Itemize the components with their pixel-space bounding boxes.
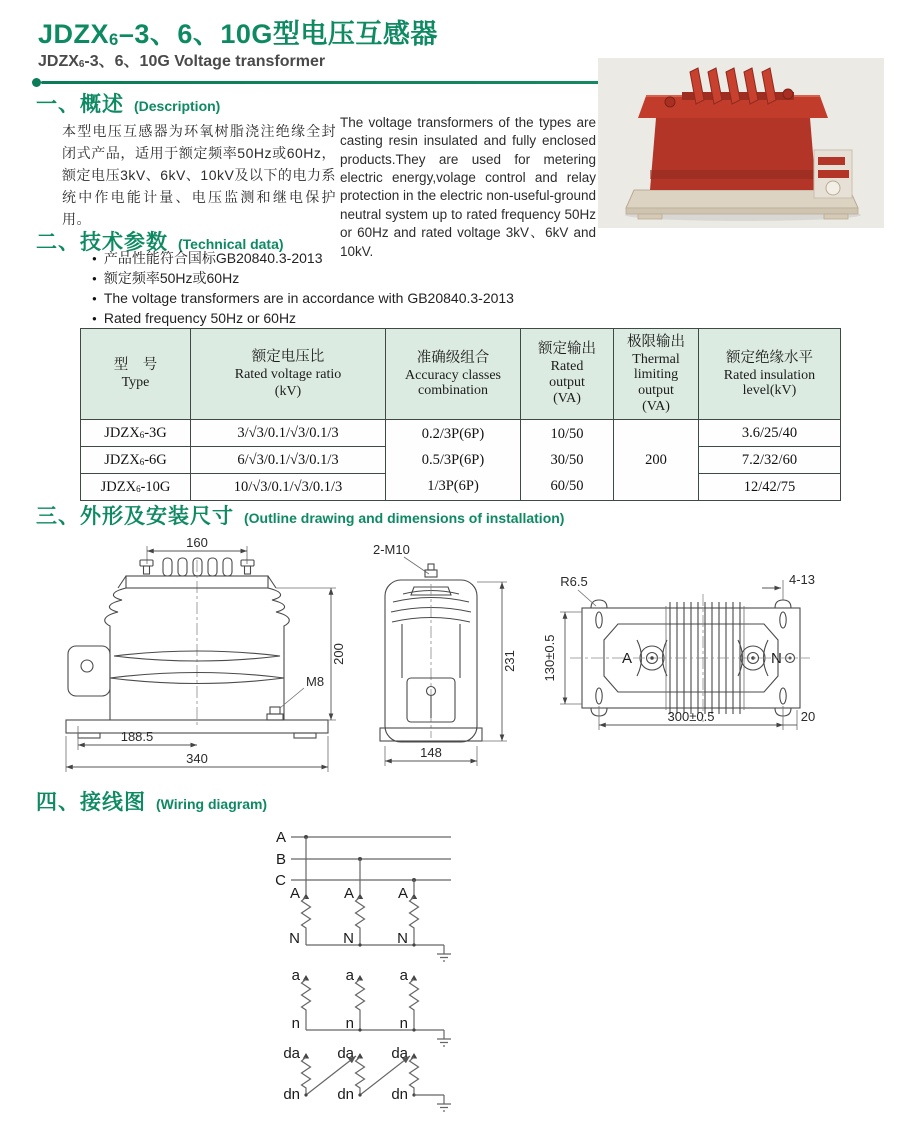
header-type: 型 号 Type [81, 329, 191, 420]
tertiary-bottom-label: dn [391, 1086, 408, 1103]
cell-type: JDZX6-3G [81, 420, 191, 447]
section3-heading [36, 500, 564, 530]
top-holes-label: 4-13 [788, 572, 816, 587]
ground-icon [437, 1039, 451, 1046]
section4-title-zh: 四、接线图 [36, 791, 146, 814]
terminal-block [814, 150, 852, 198]
bus-label-a: A [275, 829, 286, 846]
front-dim-width-top: 160 [186, 535, 208, 550]
section1-title-zh: 一、概述 [36, 93, 124, 116]
bullet-item: ● 产品性能符合国标GB20840.3-2013 [92, 250, 514, 267]
section4-title-en: (Wiring diagram) [156, 796, 268, 812]
primary-bottom-label: N [289, 930, 300, 947]
cell-rated-output-merged: 10/50 30/50 60/50 [521, 420, 614, 501]
cell-insulation: 7.2/32/60 [699, 447, 841, 474]
section1-heading [36, 88, 220, 118]
divider-dot-icon [32, 78, 41, 87]
table-row [81, 420, 841, 447]
header-rated-output: 额定输出 Rated output (VA) [521, 329, 614, 420]
section1-title-en: (Description) [134, 98, 221, 114]
header-rated-insulation-level: 额定绝缘水平 Rated insulation level(kV) [699, 329, 841, 420]
header-accuracy-classes: 准确级组合 Accuracy classes combination [386, 329, 521, 420]
tertiary-top-label: da [337, 1045, 354, 1062]
secondary-bottom-label: n [399, 1015, 408, 1032]
cell-insulation: 3.6/25/40 [699, 420, 841, 447]
tertiary-top-label: da [391, 1045, 408, 1062]
secondary-top-label: a [399, 967, 408, 984]
secondary-bottom-label: n [345, 1015, 354, 1032]
top-terminal-n-label: N [771, 650, 782, 667]
cell-ratio: 3/√3/0.1/√3/0.1/3 [191, 420, 386, 447]
tertiary-bottom-label: dn [283, 1086, 300, 1103]
outline-drawings [40, 530, 880, 780]
tertiary-bottom-label: dn [337, 1086, 354, 1103]
page-subtitle: JDZX6-3、6、10G Voltage transformer [38, 53, 326, 71]
cell-insulation: 12/42/75 [699, 474, 841, 501]
section4-heading [36, 786, 267, 816]
front-bolt-label: M8 [306, 674, 325, 689]
table-header-row [81, 329, 841, 420]
transformer-body [638, 89, 828, 190]
secondary-bottom-label: n [291, 1015, 300, 1032]
secondary-top-label: a [345, 967, 354, 984]
cell-accuracy-merged: 0.2/3P(6P) 0.5/3P(6P) 1/3P(6P) [386, 420, 521, 501]
page-title: JDZX6–3、6、10G型电压互感器 [38, 19, 438, 49]
bus-label-c: C [275, 872, 286, 889]
side-bolt-label: 2-M10 [373, 542, 410, 557]
subtitle-subscript: 6 [78, 59, 85, 71]
front-view-drawing [66, 535, 346, 772]
primary-top-label: A [343, 885, 354, 902]
bullet-item: ● The voltage transformers are in accordance with GB20840.3-2013 [92, 290, 514, 307]
front-dim-width-total: 340 [186, 751, 208, 766]
header-rated-voltage-ratio: 额定电压比 Rated voltage ratio (kV) [191, 329, 386, 420]
side-dim-height: 231 [502, 650, 517, 672]
tertiary-windings [283, 1045, 451, 1111]
primary-top-label: A [397, 885, 408, 902]
top-dim-height: 130±0.5 [542, 634, 557, 682]
primary-top-label: A [289, 885, 300, 902]
primary-bottom-label: N [397, 930, 408, 947]
section2-title-en: (Technical data) [178, 236, 284, 252]
side-dim-width: 148 [420, 745, 442, 760]
section2-title-zh: 二、技术参数 [36, 231, 168, 254]
bullet-item: ● 额定频率50Hz或60Hz [92, 270, 514, 287]
top-dim-offset: 20 [800, 709, 816, 724]
secondary-windings [292, 967, 451, 1046]
side-view-drawing [373, 542, 517, 766]
title-subscript: 6 [109, 30, 119, 49]
front-dim-mount: 188.5 [120, 729, 154, 744]
ground-icon [437, 954, 451, 961]
front-dim-height: 200 [331, 643, 346, 665]
secondary-top-label: a [291, 967, 300, 984]
header-thermal-limiting-output: 极限输出 Thermal limiting output (VA) [614, 329, 699, 420]
description-paragraph-en: The voltage transformers of the types are casting resin insulated and fully enclosed products.They are used for metering electric energy,volage control and relay protection in the electric non-useful-ground neutral system up to rated frequency 50Hz or 60Hz and rated voltage 3kV、6kV and 10kV. [340, 115, 596, 259]
top-corner-radius-label: R6.5 [560, 574, 588, 589]
section3-title-en: (Outline drawing and dimensions of installation) [244, 510, 565, 526]
wiring-diagram [253, 818, 613, 1118]
bullet-item: ● Rated frequency 50Hz or 60Hz [92, 310, 514, 327]
cell-ratio: 6/√3/0.1/√3/0.1/3 [191, 447, 386, 474]
top-dim-width: 300±0.5 [667, 709, 715, 724]
cell-type: JDZX6-10G [81, 474, 191, 501]
cell-type: JDZX6-6G [81, 447, 191, 474]
feature-bullet-list [92, 250, 514, 330]
technical-data-table [80, 328, 841, 501]
cell-ratio: 10/√3/0.1/√3/0.1/3 [191, 474, 386, 501]
primary-bottom-label: N [343, 930, 354, 947]
cell-thermal-limiting: 200 [614, 420, 699, 501]
phase-bus-lines [275, 829, 451, 894]
ground-icon [437, 1104, 451, 1111]
primary-windings [289, 885, 451, 961]
description-paragraph-zh: 本型电压互感器为环氧树脂浇注绝缘全封闭式产品，适用于额定频率50Hz或60Hz，额定电压3kV、6kV、10kV及以下的电力系统中作电能计量、电压监测和继电保护用。 [62, 123, 336, 228]
top-view-drawing [542, 572, 815, 730]
section3-title-zh: 三、外形及安装尺寸 [36, 505, 234, 528]
bus-label-b: B [275, 851, 286, 868]
top-terminal-a-label: A [621, 650, 632, 667]
product-photo [598, 58, 884, 228]
tertiary-top-label: da [283, 1045, 300, 1062]
